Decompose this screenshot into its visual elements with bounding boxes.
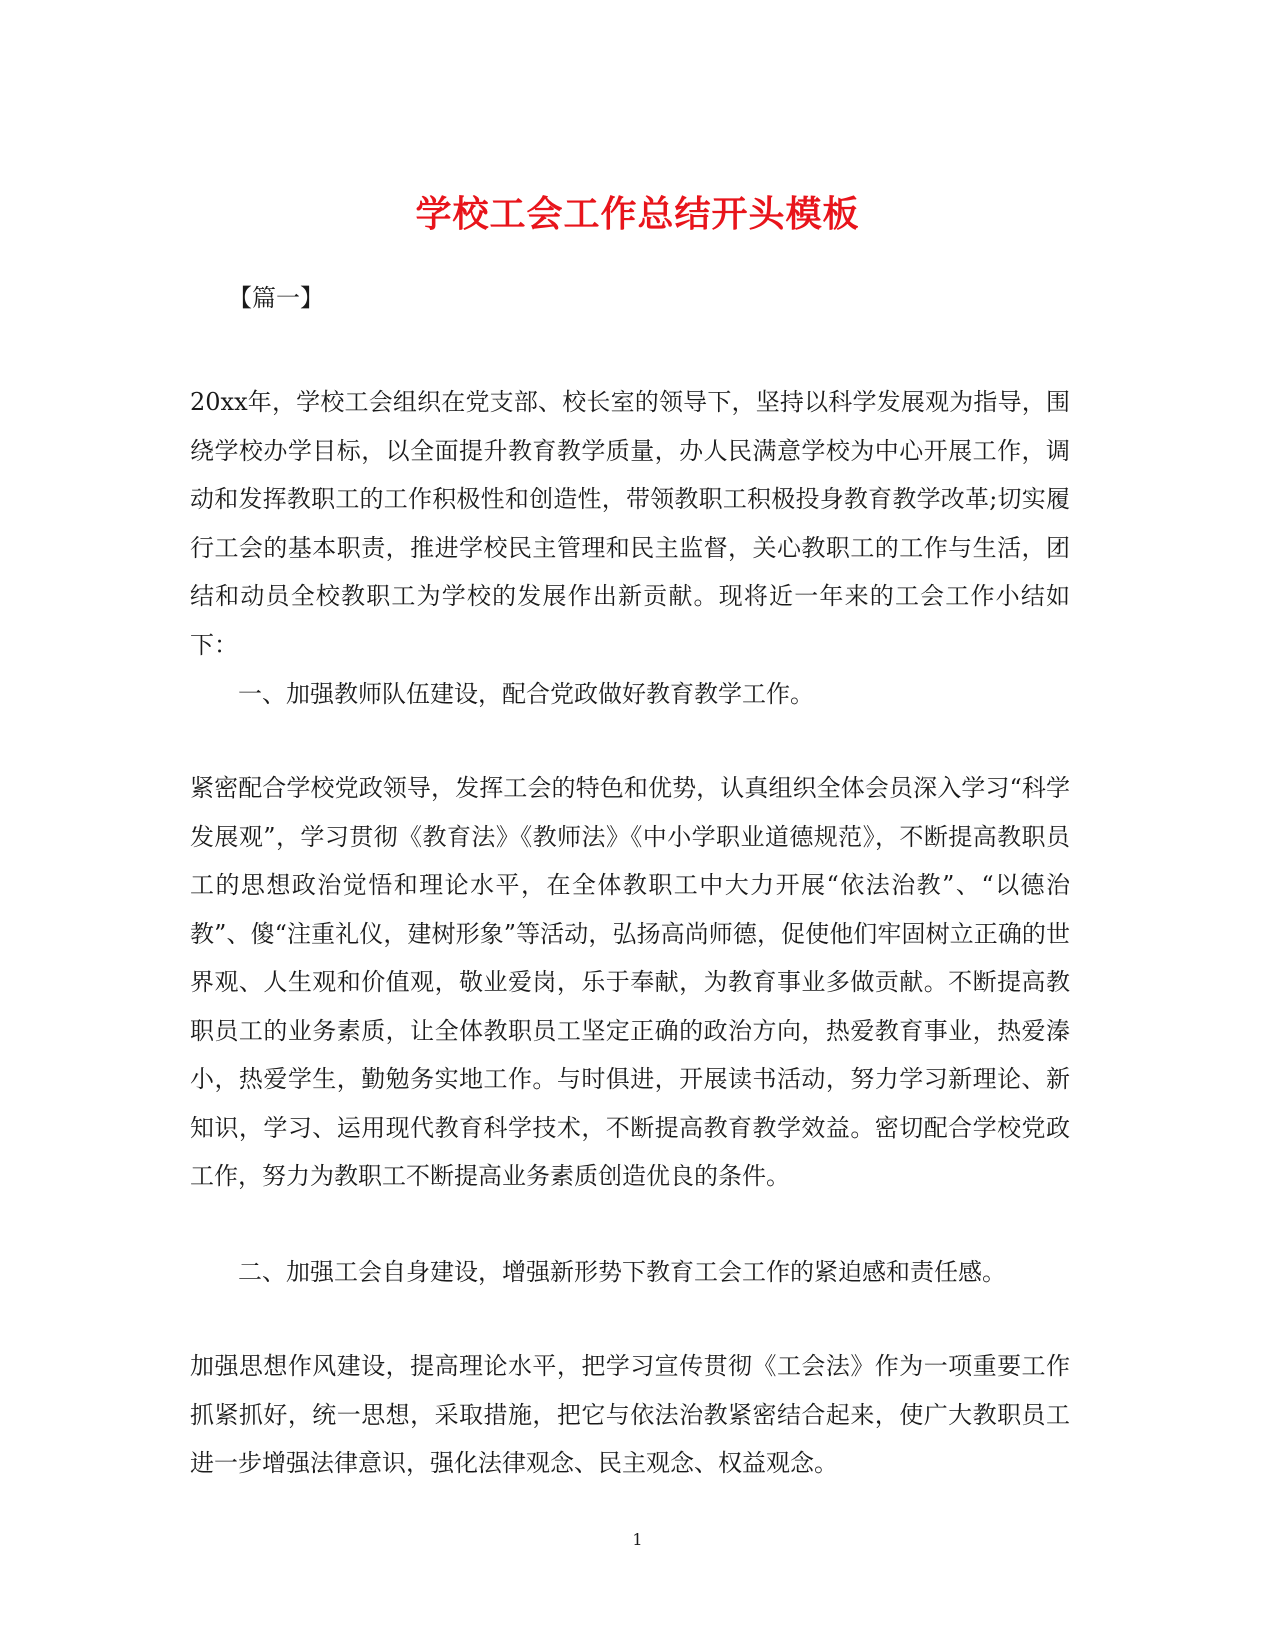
document-title: 学校工会工作总结开头模板 xyxy=(415,193,860,236)
paragraph-intro: 20xx年，学校工会组织在党支部、校长室的领导下，坚持以科学发展观为指导，围绕学校办学目标，以全面提升教育教学质量，办人民满意学校为中心开展工作，调动和发挥教职工的工作积极性和创造性，带领教职工积极投身教育教学改革;切实履行工会的基本职责，推进学校民主管理和民主监督，关心教职工的工作与生活，团结和动员全校教职工为学校的发展作出新贡献。现将近一年来的工会工作小结如下： xyxy=(190,388,1070,659)
section-label: 【篇一】 xyxy=(228,284,324,312)
section-heading-1: 一、加强教师队伍建设，配合党政做好教育教学工作。 xyxy=(238,680,814,708)
page-number: 1 xyxy=(632,1530,643,1549)
section-heading-2: 二、加强工会自身建设，增强新形势下教育工会工作的紧迫感和责任感。 xyxy=(238,1258,1006,1286)
paragraph-union-building: 加强思想作风建设，提高理论水平，把学习宣传贯彻《工会法》作为一项重要工作抓紧抓好，统一思想，采取措施，把它与依法治教紧密结合起来，使广大教职员工进一步增强法律意识，强化法律观念、民主观念、权益观念。 xyxy=(190,1352,1070,1477)
paragraph-teacher-team: 紧密配合学校党政领导，发挥工会的特色和优势，认真组织全体会员深入学习“科学发展观”，学习贯彻《教育法》《教师法》《中小学职业道德规范》，不断提高教职员工的思想政治觉悟和理论水平，在全体教职工中大力开展“依法治教”、“以德治教”、傻“注重礼仪，建树形象”等活动，弘扬高尚师德，促使他们牢固树立正确的世界观、人生观和价值观，敬业爱岗，乐于奉献，为教育事业多做贡献。不断提高教职员工的业务素质，让全体教职员工坚定正确的政治方向，热爱教育事业，热爱溱小，热爱学生，勤勉务实地工作。与时俱进，开展读书活动，努力学习新理论、新知识，学习、运用现代教育科学技术，不断提高教育教学效益。密切配合学校党政工作，努力为教职工不断提高业务素质创造优良的条件。 xyxy=(190,774,1070,1190)
